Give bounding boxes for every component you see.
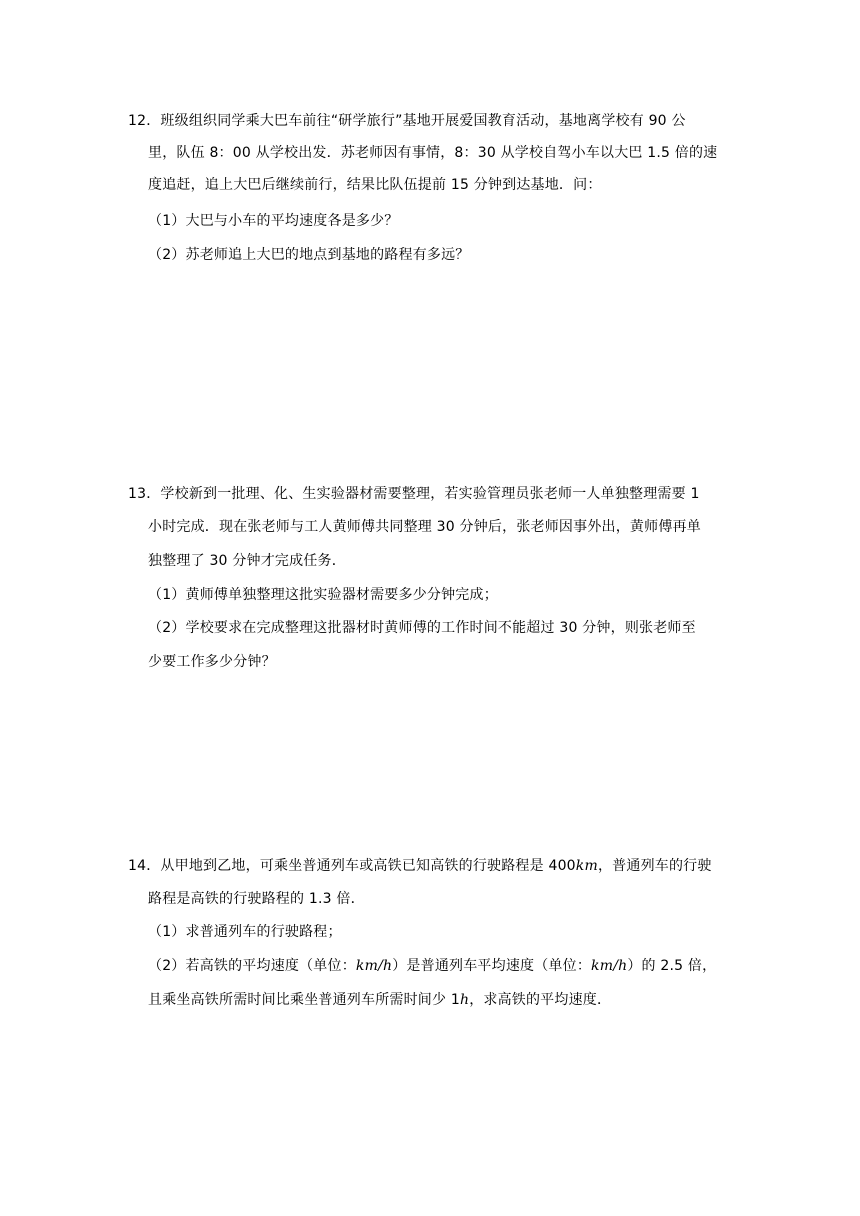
problem-12-line-1 [128, 111, 686, 131]
problem-14-number: 14． [128, 858, 161, 874]
problem-14-sub-3b: ，求高铁的平均速度． [469, 992, 612, 1008]
problem-13-sub-2: （2）学校要求在完成整理这批器材时黄师傅的工作时间不能超过 30 分钟，则张老师至 [148, 620, 696, 636]
unit-kmh-1: km/h [355, 958, 393, 974]
problem-14-text-1b: ，普通列车的行驶 [597, 858, 712, 874]
problem-12-sub-2: （2）苏老师追上大巴的地点到基地的路程有多远？ [148, 247, 470, 263]
problem-12-line-3: 度追赶，追上大巴后继续前行，结果比队伍提前 15 分钟到达基地．问： [148, 177, 602, 193]
problem-14-line-1 [128, 856, 712, 876]
problem-13-sub-1: （1）黄师傅单独整理这批实验器材需要多少分钟完成； [148, 587, 498, 603]
problem-14-line-2: 路程是高铁的行驶路程的 1.3 倍． [148, 891, 365, 907]
problem-14-sub-1: （1）求普通列车的行驶路程； [148, 924, 342, 940]
unit-h: h [459, 992, 470, 1008]
problem-13-sub-2-cont: 少要工作多少分钟？ [148, 654, 276, 670]
problem-14-text-1a: 从甲地到乙地，可乘坐普通列车或高铁已知高铁的行驶路程是 400 [160, 858, 576, 874]
problem-12-line-2: 里，队伍 8：00 从学校出发．苏老师因有事情，8：30 从学校自驾小车以大巴 1.5 倍的速 [148, 145, 718, 161]
problem-14-sub-2a: （2）若高铁的平均速度（单位： [148, 958, 356, 974]
problem-12-text-1: 班级组织同学乘大巴车前往“研学旅行”基地开展爱国教育活动，基地离学校有 90 公 [160, 113, 686, 129]
problem-14-sub-2-cont [148, 990, 611, 1010]
problem-14-sub-2b: ）是普通列车平均速度（单位： [392, 958, 592, 974]
problem-12-sub-1: （1）大巴与小车的平均速度各是多少？ [148, 213, 399, 229]
problem-13-line-3: 独整理了 30 分钟才完成任务． [148, 553, 346, 569]
problem-13-line-2: 小时完成．现在张老师与工人黄师傅共同整理 30 分钟后，张老师因事外出，黄师傅再单 [148, 519, 701, 535]
problem-14-sub-2 [148, 956, 716, 976]
problem-13-text-1: 学校新到一批理、化、生实验器材需要整理，若实验管理员张老师一人单独整理需要 1 [160, 486, 700, 502]
problem-14-sub-3a: 且乘坐高铁所需时间比乘坐普通列车所需时间少 1 [148, 992, 460, 1008]
unit-kmh-2: km/h [591, 958, 628, 974]
unit-km: km [575, 858, 598, 874]
problem-14-sub-2c: ）的 2.5 倍， [627, 958, 717, 974]
problem-12-number: 12． [128, 113, 161, 129]
problem-13-number: 13． [128, 486, 161, 502]
problem-13-line-1 [128, 484, 700, 504]
